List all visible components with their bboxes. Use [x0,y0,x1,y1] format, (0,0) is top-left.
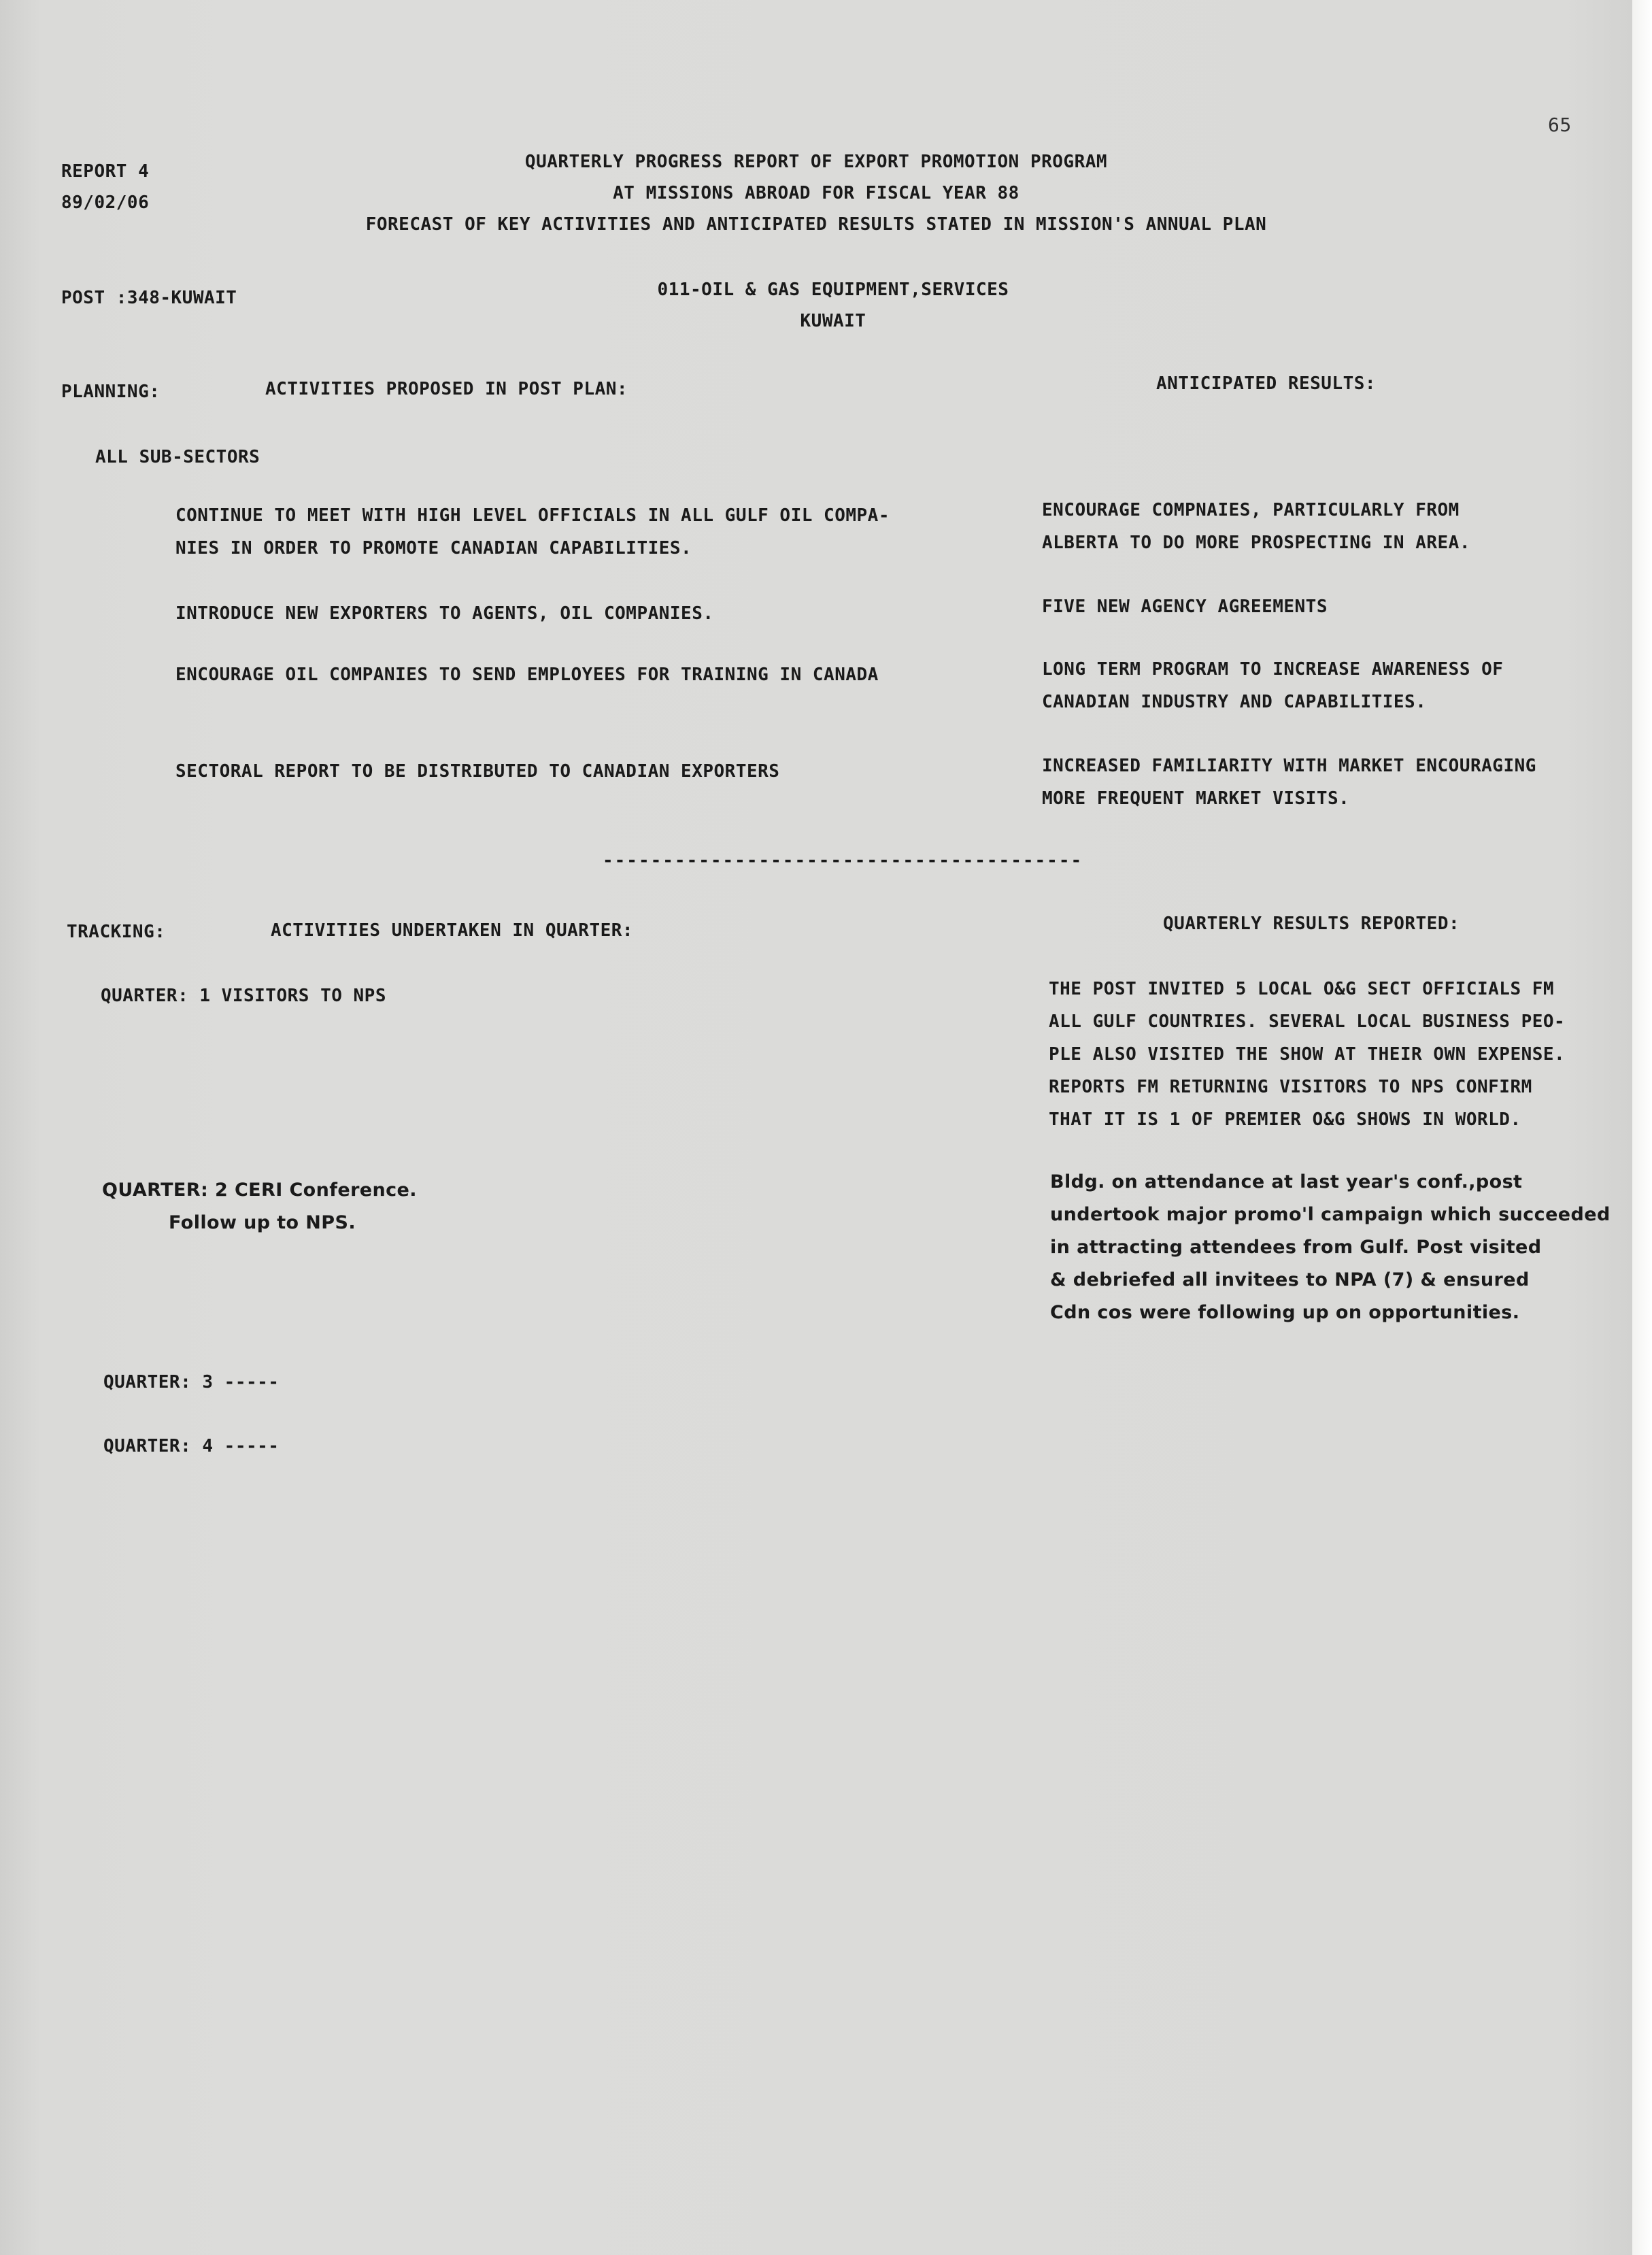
planned-activity: CONTINUE TO MEET WITH HIGH LEVEL OFFICIALS IN ALL GULF OIL COMPA- [175,505,890,526]
quarter-2-activity: Follow up to NPS. [102,1212,356,1233]
report-id: REPORT 4 [61,161,150,182]
page-number: 65 [1548,114,1572,136]
planning-activities-heading: ACTIVITIES PROPOSED IN POST PLAN: [265,379,628,399]
quarter-1-result: THE POST INVITED 5 LOCAL O&G SECT OFFICIALS FM [1049,979,1555,999]
quarter-2-activity: QUARTER: 2 CERI Conference. [102,1180,417,1201]
quarter-2-result: undertook major promo'l campaign which succeeded [1050,1204,1611,1225]
sector-label: 011-OIL & GAS EQUIPMENT,SERVICES [657,280,1009,300]
quarter-2-result: Cdn cos were following up on opportunities. [1050,1302,1520,1323]
quarter-1-activity: QUARTER: 1 VISITORS TO NPS [101,986,386,1006]
report-title-line1: QUARTERLY PROGRESS REPORT OF EXPORT PROMOTION PROGRAM [524,152,1108,172]
page-edge [1632,0,1652,2255]
quarter-4-activity: QUARTER: 4 ----- [103,1436,280,1456]
tracking-activities-heading: ACTIVITIES UNDERTAKEN IN QUARTER: [271,920,634,941]
anticipated-result: ENCOURAGE COMPNAIES, PARTICULARLY FROM [1042,500,1460,520]
quarter-1-result: PLE ALSO VISITED THE SHOW AT THEIR OWN EXPENSE. [1049,1044,1566,1065]
quarter-3-activity: QUARTER: 3 ----- [103,1372,280,1392]
anticipated-result: CANADIAN INDUSTRY AND CAPABILITIES. [1042,692,1427,712]
tracking-label: TRACKING: [67,922,166,942]
planned-activity: NIES IN ORDER TO PROMOTE CANADIAN CAPABILITIES. [175,538,692,558]
anticipated-result: MORE FREQUENT MARKET VISITS. [1042,788,1350,809]
planned-activity: INTRODUCE NEW EXPORTERS TO AGENTS, OIL COMPANIES. [175,603,714,624]
country-label: KUWAIT [800,311,866,331]
report-title-line3: FORECAST OF KEY ACTIVITIES AND ANTICIPATED RESULTS STATED IN MISSION'S ANNUAL PLAN [365,214,1267,235]
planning-label: PLANNING: [61,382,161,402]
tracking-results-heading: QUARTERLY RESULTS REPORTED: [1163,914,1460,934]
anticipated-result: INCREASED FAMILIARITY WITH MARKET ENCOURAGING [1042,756,1536,776]
planned-activity: SECTORAL REPORT TO BE DISTRIBUTED TO CANADIAN EXPORTERS [175,761,780,782]
anticipated-result: FIVE NEW AGENCY AGREEMENTS [1042,597,1328,617]
anticipated-result: ALBERTA TO DO MORE PROSPECTING IN AREA. [1042,533,1470,553]
quarter-2-result: in attracting attendees from Gulf. Post visited [1050,1237,1542,1258]
quarter-1-result: ALL GULF COUNTRIES. SEVERAL LOCAL BUSINESS PEO- [1049,1012,1566,1032]
quarter-1-result: THAT IT IS 1 OF PREMIER O&G SHOWS IN WORLD. [1049,1109,1521,1130]
post-label: POST :348-KUWAIT [61,288,237,308]
planned-activity: ENCOURAGE OIL COMPANIES TO SEND EMPLOYEES FOR TRAINING IN CANADA [175,665,879,685]
quarter-2-result: Bldg. on attendance at last year's conf.,post [1050,1171,1523,1192]
quarter-1-result: REPORTS FM RETURNING VISITORS TO NPS CONFIRM [1049,1077,1532,1097]
section-separator: ---------------------------------------- [603,850,1083,871]
planning-results-heading: ANTICIPATED RESULTS: [1156,373,1377,394]
subsector-label: ALL SUB-SECTORS [95,447,260,467]
quarter-2-result: & debriefed all invitees to NPA (7) & ensured [1050,1269,1530,1290]
anticipated-result: LONG TERM PROGRAM TO INCREASE AWARENESS OF [1042,659,1504,680]
report-date: 89/02/06 [61,193,150,213]
report-title-line2: AT MISSIONS ABROAD FOR FISCAL YEAR 88 [613,183,1019,203]
